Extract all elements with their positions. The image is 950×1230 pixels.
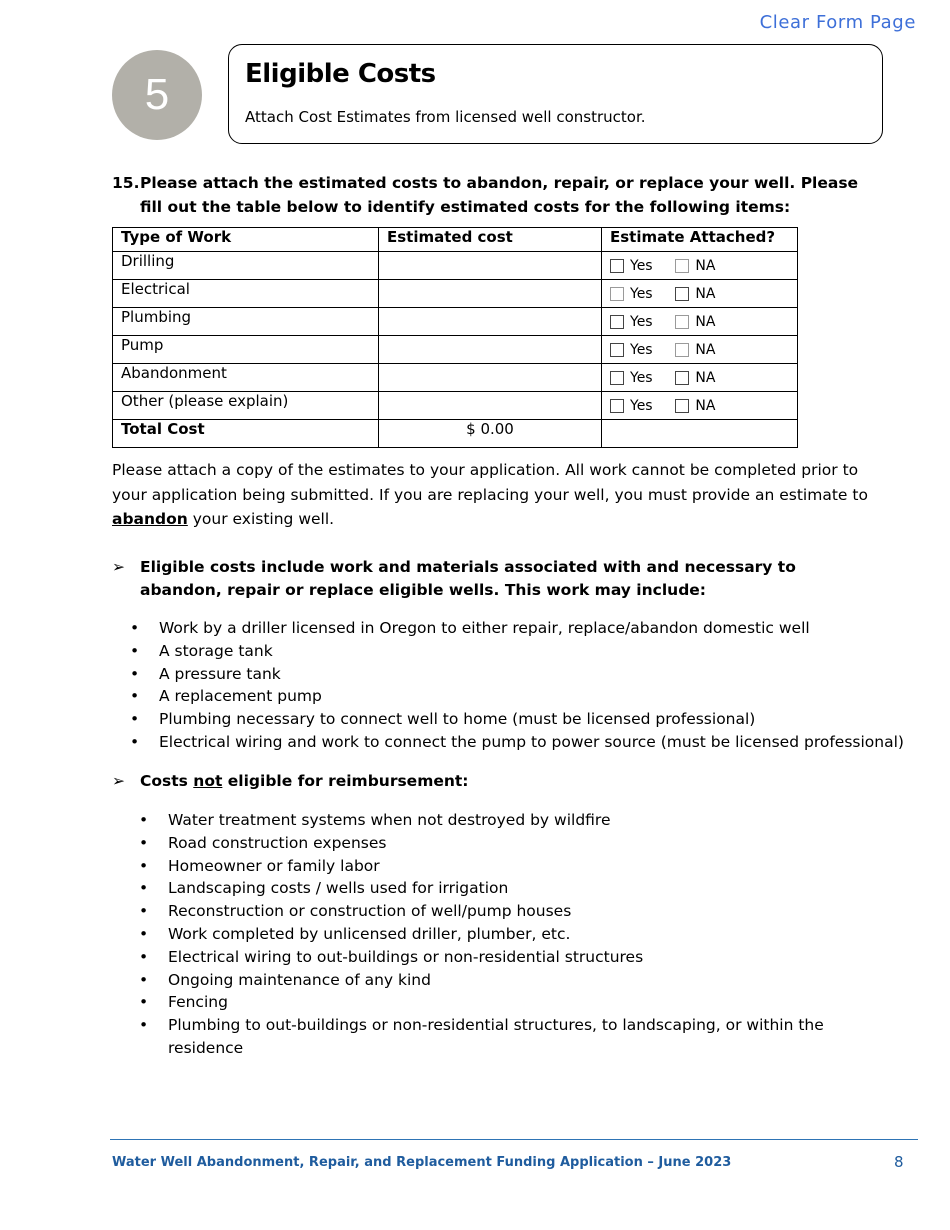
list-item: • A storage tank [130, 640, 904, 663]
list-item: • Landscaping costs / wells used for irrigation [139, 877, 839, 900]
list-item: • Plumbing necessary to connect well to home (must be licensed professional) [130, 708, 904, 731]
na-label: NA [695, 286, 716, 302]
heading-after: eligible for reimbursement: [222, 772, 469, 790]
table-row [113, 364, 798, 392]
question-number: 15. [112, 174, 140, 192]
yes-label: Yes [630, 370, 653, 386]
yes-checkbox[interactable] [610, 259, 624, 273]
na-checkbox[interactable] [675, 315, 689, 329]
header-type: Type of Work [113, 228, 379, 252]
heading-emphasis: not [193, 772, 223, 790]
row-type: Plumbing [113, 308, 379, 336]
list-item: • Water treatment systems when not destroyed by wildfire [139, 809, 839, 832]
yes-checkbox[interactable] [610, 343, 624, 357]
section-title: Eligible Costs [245, 59, 436, 89]
yes-checkbox[interactable] [610, 315, 624, 329]
yes-label: Yes [630, 258, 653, 274]
table-row [113, 252, 798, 280]
cost-input-plumbing[interactable] [379, 308, 602, 336]
eligible-list [130, 617, 904, 754]
attached-cell [602, 280, 798, 308]
attached-cell [602, 364, 798, 392]
instructions-paragraph [112, 458, 892, 532]
question-15 [112, 171, 872, 219]
row-type: Pump [113, 336, 379, 364]
heading-before: Costs [140, 772, 194, 790]
list-item: • Electrical wiring to out-buildings or non-residential structures [139, 946, 839, 969]
arrow-bullet-icon: ➢ [112, 772, 125, 790]
list-item: • Work completed by unlicensed driller, plumber, etc. [139, 923, 839, 946]
attached-cell [602, 308, 798, 336]
cost-input-pump[interactable] [379, 336, 602, 364]
not-eligible-list [139, 809, 839, 1060]
list-item: • A replacement pump [130, 685, 904, 708]
header-attached: Estimate Attached? [602, 228, 798, 252]
footer-title: Water Well Abandonment, Repair, and Replacement Funding Application – June 2023 [112, 1155, 732, 1170]
footer-divider [110, 1139, 918, 1140]
na-checkbox[interactable] [675, 371, 689, 385]
yes-label: Yes [630, 314, 653, 330]
not-eligible-heading [112, 770, 880, 793]
table-row [113, 280, 798, 308]
para-text-after: your existing well. [187, 510, 335, 528]
section-subtitle: Attach Cost Estimates from licensed well constructor. [245, 108, 646, 126]
eligible-heading-text: Eligible costs include work and materials associated with and necessary to abandon, repair or replace eligible wells. This work may include: [140, 558, 796, 599]
eligible-heading [112, 556, 880, 602]
row-type: Other (please explain) [113, 392, 379, 420]
total-cost-field[interactable]: $ 0.00 [379, 420, 602, 448]
na-label: NA [695, 398, 716, 414]
total-empty-cell [602, 420, 798, 448]
section-number-badge: 5 [112, 50, 202, 140]
yes-checkbox[interactable] [610, 371, 624, 385]
arrow-bullet-icon: ➢ [112, 558, 125, 576]
table-header-row [113, 228, 798, 252]
yes-label: Yes [630, 342, 653, 358]
para-text-before: Please attach a copy of the estimates to your application. All work cannot be completed prior to your application being submitted. If you are replacing your well, you must provide an estimate to [112, 461, 868, 504]
yes-checkbox[interactable] [610, 287, 624, 301]
yes-checkbox[interactable] [610, 399, 624, 413]
na-label: NA [695, 258, 716, 274]
para-emphasis: abandon [112, 510, 188, 528]
table-row [113, 308, 798, 336]
page-number: 8 [894, 1153, 904, 1171]
question-text: Please attach the estimated costs to abandon, repair, or replace your well. Please fill out the table below to identify estimated costs for the following items: [140, 174, 859, 216]
na-checkbox[interactable] [675, 399, 689, 413]
list-item: • Electrical wiring and work to connect the pump to power source (must be licensed professional) [130, 731, 904, 754]
yes-label: Yes [630, 286, 653, 302]
cost-input-abandonment[interactable] [379, 364, 602, 392]
na-checkbox[interactable] [675, 287, 689, 301]
section-header-box [228, 44, 883, 144]
total-row [113, 420, 798, 448]
cost-input-other[interactable] [379, 392, 602, 420]
list-item: • Homeowner or family labor [139, 855, 839, 878]
cost-input-electrical[interactable] [379, 280, 602, 308]
list-item: • Plumbing to out-buildings or non-residential structures, to landscaping, or within the residence [139, 1014, 839, 1060]
row-type: Electrical [113, 280, 379, 308]
list-item: • Reconstruction or construction of well/pump houses [139, 900, 839, 923]
row-type: Drilling [113, 252, 379, 280]
na-label: NA [695, 314, 716, 330]
table-row [113, 336, 798, 364]
yes-label: Yes [630, 398, 653, 414]
attached-cell [602, 252, 798, 280]
na-label: NA [695, 370, 716, 386]
na-label: NA [695, 342, 716, 358]
cost-table [112, 227, 798, 448]
not-eligible-heading-text [112, 770, 880, 793]
row-type: Abandonment [113, 364, 379, 392]
list-item: • Fencing [139, 991, 839, 1014]
list-item: • Work by a driller licensed in Oregon to either repair, replace/abandon domestic well [130, 617, 904, 640]
cost-input-drilling[interactable] [379, 252, 602, 280]
header-cost: Estimated cost [379, 228, 602, 252]
table-row [113, 392, 798, 420]
list-item: • Ongoing maintenance of any kind [139, 969, 839, 992]
na-checkbox[interactable] [675, 259, 689, 273]
clear-form-link[interactable]: Clear Form Page [759, 12, 916, 33]
attached-cell [602, 392, 798, 420]
list-item: • A pressure tank [130, 663, 904, 686]
list-item: • Road construction expenses [139, 832, 839, 855]
na-checkbox[interactable] [675, 343, 689, 357]
attached-cell [602, 336, 798, 364]
total-label: Total Cost [113, 420, 379, 448]
